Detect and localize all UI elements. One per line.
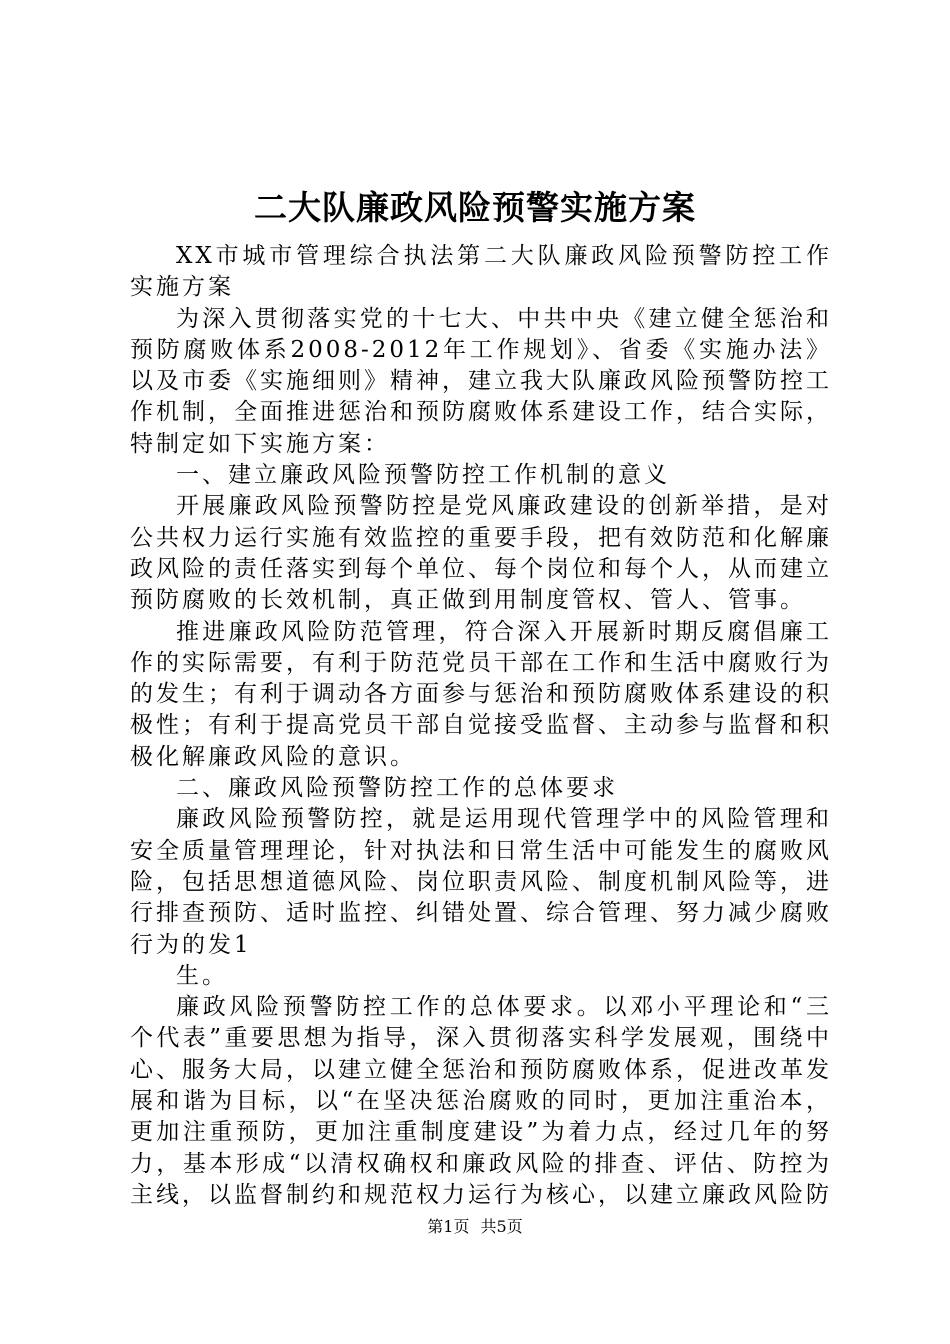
page-number: 第1页 xyxy=(427,1217,470,1236)
paragraph-significance-1: 开展廉政风险预警防控是党风廉政建设的创新举措，是对公共权力运行实施有效监控的重要手段，把有效防范和化解廉政风险的责任落实到每个单位、每个岗位和每个人，从而建立预防腐败的长效机制，真正做到用制度管权、管人、管事。 xyxy=(130,493,832,614)
section-heading-1: 一、建立廉政风险预警防控工作机制的意义 xyxy=(176,462,670,489)
document-title: 二大队廉政风险预警实施方案 xyxy=(254,188,696,227)
paragraph-continuation: 生。 xyxy=(176,962,228,989)
paragraph-subtitle: XX市城市管理综合执法第二大队廉政风险预警防控工作实施方案 xyxy=(130,243,832,301)
section-heading-2: 二、廉政风险预警防控工作的总体要求 xyxy=(176,775,618,802)
document-body xyxy=(130,241,832,1211)
paragraph-intro: 为深入贯彻落实党的十七大、中共中央《建立健全惩治和预防腐败体系2008-2012年工作规划》、省委《实施办法》以及市委《实施细则》精神，建立我大队廉政风险预警防控工作机制，全面推进惩治和预防腐败体系建设工作，结合实际，特制定如下实施方案： xyxy=(130,305,832,457)
page-total: 共5页 xyxy=(480,1217,523,1236)
paragraph-requirements-2: 廉政风险预警防控工作的总体要求。以邓小平理论和“三个代表”重要思想为指导，深入贯彻落实科学发展观，围绕中心、服务大局，以建立健全惩治和预防腐败体系，促进改革发展和谐为目标，以“在坚决惩治腐败的同时，更加注重治本，更加注重预防，更加注重制度建设”为着力点，经过几年的努力，基本形成“以清权确权和廉政风险的排查、评估、防控为主线，以监督制约和规范权力运行为核心，以建立廉政风险防 xyxy=(130,994,832,1208)
page-footer xyxy=(0,1216,950,1238)
paragraph-requirements-1: 廉政风险预警防控，就是运用现代管理学中的风险管理和安全质量管理理论，针对执法和日常生活中可能发生的腐败风险，包括思想道德风险、岗位职责风险、制度机制风险等，进行排查预防、适时监控、纠错处置、综合管理、努力减少腐败行为的发1 xyxy=(130,806,832,958)
paragraph-significance-2: 推进廉政风险防范管理，符合深入开展新时期反腐倡廉工作的实际需要，有利于防范党员干部在工作和生活中腐败行为的发生；有利于调动各方面参与惩治和预防腐败体系建设的积极性；有利于提高党员干部自觉接受监督、主动参与监督和积极化解廉政风险的意识。 xyxy=(130,618,832,770)
